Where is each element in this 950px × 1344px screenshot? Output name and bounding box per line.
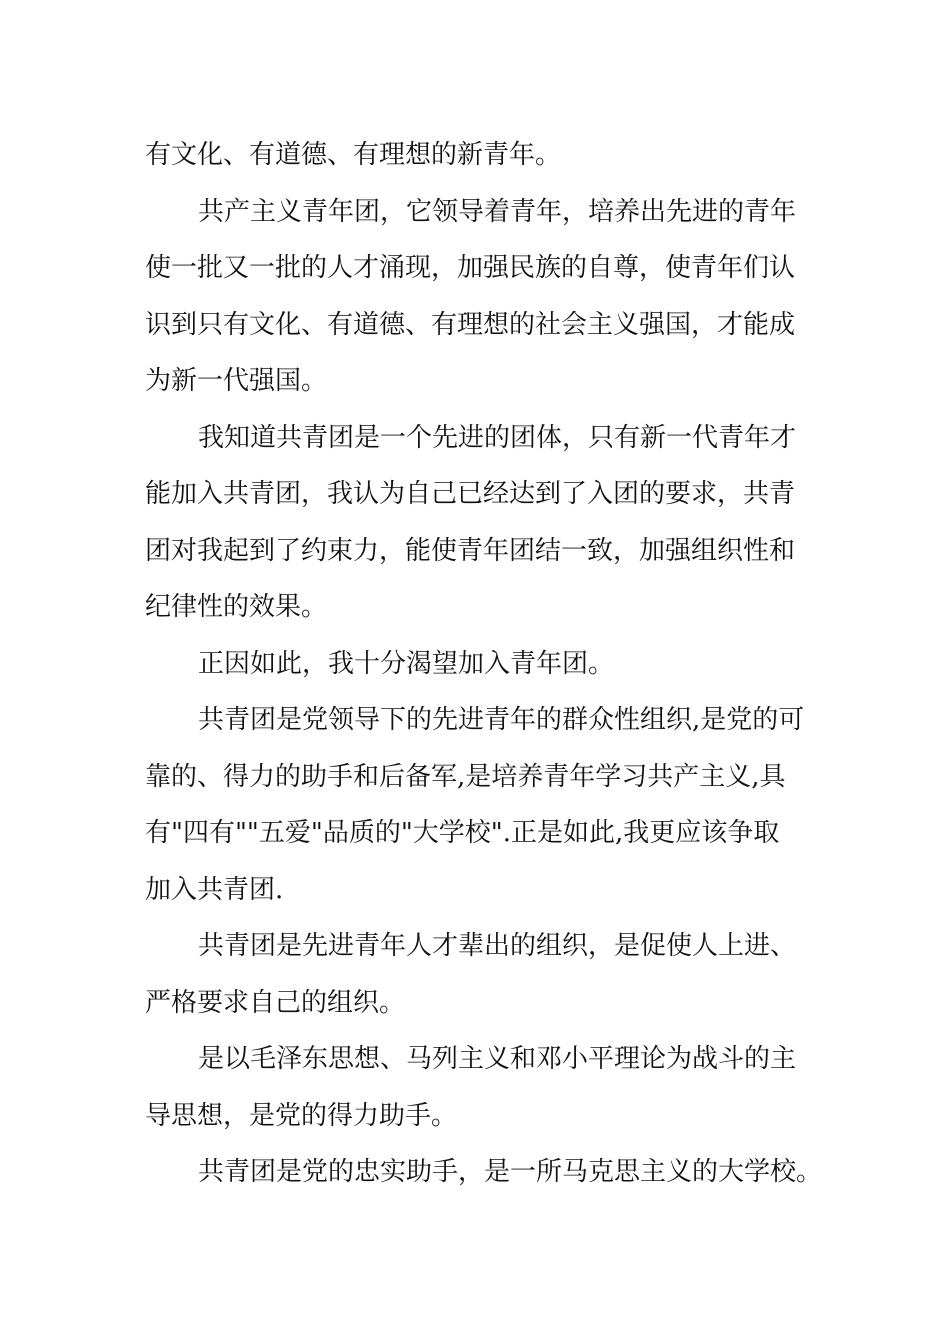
- paragraph-5: [145, 692, 810, 918]
- text-line: 靠的、得力的助手和后备军,是培养青年学习共产主义,具: [145, 761, 786, 792]
- paragraph-6: [145, 918, 810, 1031]
- text-line: 共青团是党领导下的先进青年的群众性组织,是党的可: [198, 705, 805, 735]
- text-line: 导思想，是党的得力助手。: [145, 1100, 458, 1131]
- paragraph-7: [145, 1031, 810, 1144]
- text-line: 严格要求自己的组织。: [145, 987, 406, 1018]
- paragraph-3: [145, 410, 810, 636]
- text-line: 共产主义青年团，它领导着青年，培养出先进的青年: [198, 196, 797, 227]
- text-line: 团对我起到了约束力，能使青年团结一致，加强组织性和: [145, 535, 796, 566]
- text-line: 识到只有文化、有道德、有理想的社会主义强国，才能成: [145, 309, 796, 340]
- text-line: 加入共青团.: [145, 874, 284, 905]
- paragraph-8: [145, 1144, 823, 1201]
- paragraph-4: [145, 636, 810, 693]
- text-line: 共青团是党的忠实助手，是一所马克思主义的大学校。: [198, 1157, 823, 1187]
- text-line: 正因如此，我十分渴望加入青年团。: [198, 648, 615, 679]
- text-line: 有文化、有道德、有理想的新青年。: [145, 140, 562, 170]
- text-line: 有"四有""五爱"品质的"大学校".正是如此,我更应该争取: [145, 818, 780, 848]
- text-line: 我知道共青团是一个先进的团体，只有新一代青年才: [198, 422, 797, 453]
- paragraph-2: [145, 184, 810, 410]
- text-line: 为新一代强国。: [145, 366, 328, 396]
- text-line: 纪律性的效果。: [145, 592, 328, 622]
- paragraph-1: [145, 127, 810, 184]
- text-line: 是以毛泽东思想、马列主义和邓小平理论为战斗的主: [198, 1044, 797, 1074]
- text-line: 使一批又一批的人才涌现，加强民族的自尊，使青年们认: [145, 253, 796, 283]
- text-line: 共青团是先进青年人才辈出的组织，是促使人上进、: [198, 931, 797, 961]
- document-body: [145, 127, 823, 1201]
- text-line: 能加入共青团，我认为自己已经达到了入团的要求，共青: [145, 479, 796, 509]
